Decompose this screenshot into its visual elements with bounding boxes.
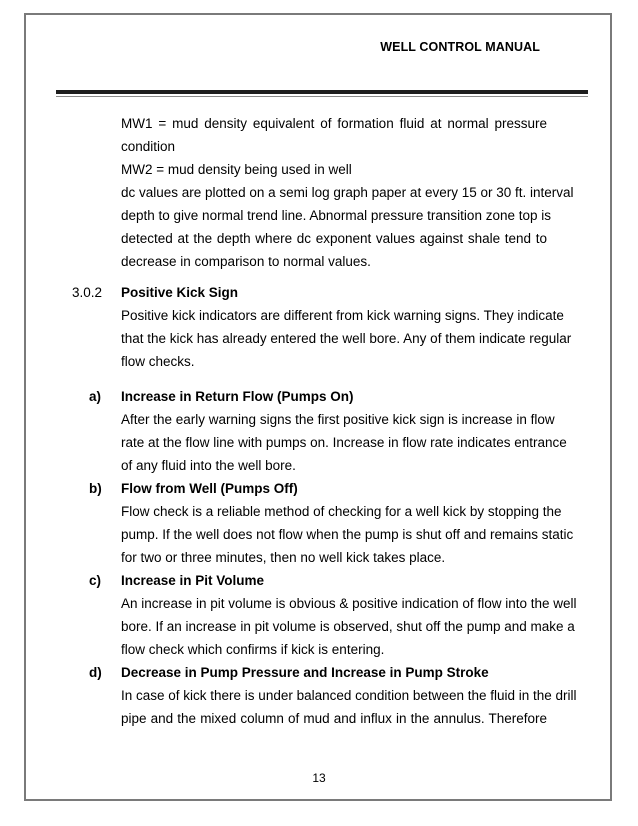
item-heading: Decrease in Pump Pressure and Increase in Pump Stroke: [121, 665, 489, 680]
paragraph-line: In case of kick there is under balanced condition between the fluid in the drill: [121, 688, 577, 703]
header-rule-secondary: [56, 96, 588, 97]
paragraph-line: flow check which confirms if kick is entering.: [121, 642, 385, 657]
paragraph-line: depth to give normal trend line. Abnormal pressure transition zone top is: [121, 208, 551, 223]
item-label: b): [89, 481, 102, 496]
item-heading: Increase in Return Flow (Pumps On): [121, 389, 354, 404]
paragraph-line: for two or three minutes, then no well kick takes place.: [121, 550, 446, 565]
item-heading: Increase in Pit Volume: [121, 573, 265, 588]
paragraph-line: that the kick has already entered the well bore. Any of them indicate regular: [121, 331, 572, 346]
item-label: a): [89, 389, 102, 404]
paragraph-line: Positive kick indicators are different from kick warning signs. They indicate: [121, 308, 564, 323]
section-number: 3.0.2: [72, 285, 103, 300]
section-title: Positive Kick Sign: [121, 285, 239, 300]
paragraph-line: pump. If the well does not flow when the pump is shut off and remains static: [121, 527, 574, 542]
paragraph-line: An increase in pit volume is obvious & positive indication of flow into the well: [121, 596, 577, 611]
header-rule: [56, 90, 588, 94]
paragraph-line: condition: [121, 139, 176, 154]
paragraph-line: After the early warning signs the first positive kick sign is increase in flow: [121, 412, 555, 427]
paragraph-line: detected at the depth where dc exponent values against shale tend to: [121, 231, 547, 246]
paragraph-line: pipe and the mixed column of mud and influx in the annulus. Therefore: [121, 711, 547, 726]
paragraph-line: Flow check is a reliable method of checking for a well kick by stopping the: [121, 504, 562, 519]
item-label: d): [89, 665, 102, 680]
header-title: WELL CONTROL MANUAL: [380, 40, 540, 54]
item-label: c): [89, 573, 102, 588]
paragraph-line: MW2 = mud density being used in well: [121, 162, 352, 177]
paragraph-line: decrease in comparison to normal values.: [121, 254, 371, 269]
paragraph-line: bore. If an increase in pit volume is observed, shut off the pump and make a: [121, 619, 575, 634]
item-heading: Flow from Well (Pumps Off): [121, 481, 298, 496]
page-number: 13: [312, 771, 326, 785]
paragraph-line: rate at the flow line with pumps on. Increase in flow rate indicates entrance: [121, 435, 567, 450]
paragraph-line: of any fluid into the well bore.: [121, 458, 296, 473]
paragraph-line: MW1 = mud density equivalent of formation fluid at normal pressure: [121, 116, 547, 131]
paragraph-line: dc values are plotted on a semi log graph paper at every 15 or 30 ft. interval: [121, 185, 574, 200]
paragraph-line: flow checks.: [121, 354, 195, 369]
